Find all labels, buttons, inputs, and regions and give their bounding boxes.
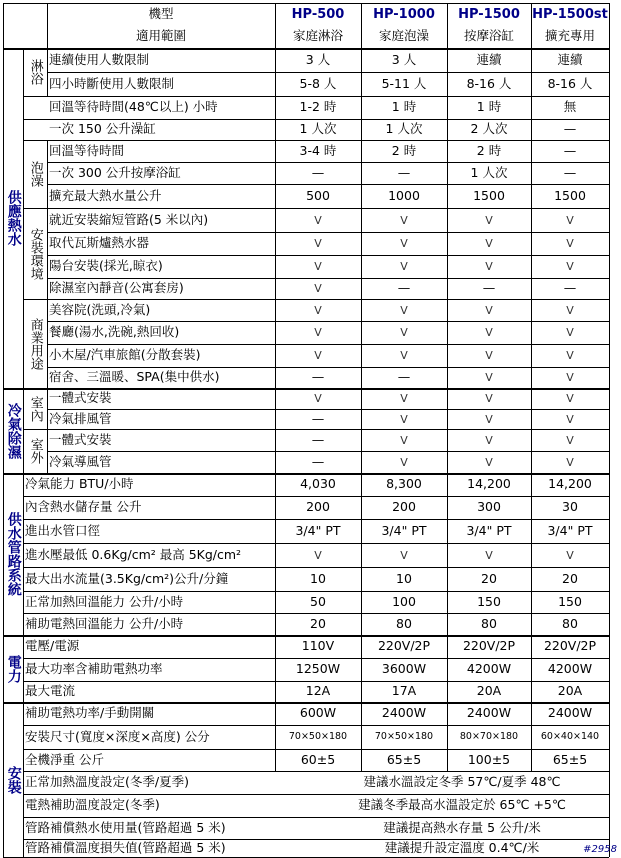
merged-row-value: 建議提升設定溫度 0.4℃/米 — [384, 839, 540, 855]
column-divider — [47, 140, 48, 473]
subgroup-label: 室外 — [27, 438, 43, 464]
row-value: 4200W — [547, 661, 593, 677]
row-value: 5-8 人 — [299, 75, 337, 91]
row-value: 220V/2P — [377, 638, 431, 654]
row-item-label: 正常加熱回溫能力 公升/小時 — [25, 593, 184, 609]
row-item-label: 一體式安裝 — [49, 431, 112, 447]
group-label: 供應熱水 — [5, 190, 22, 246]
row-divider — [47, 255, 609, 256]
row-value: V — [485, 213, 493, 227]
row-item-label: 全機淨重 公斤 — [25, 751, 104, 767]
row-divider — [47, 451, 609, 452]
row-item-label: 電壓/電源 — [25, 638, 80, 654]
row-value: V — [566, 237, 574, 250]
row-value: 100±5 — [467, 751, 511, 767]
row-value: — — [563, 121, 577, 137]
row-item-label: 連續使用人數限制 — [49, 51, 150, 67]
row-divider — [47, 72, 609, 73]
row-value: — — [563, 280, 577, 296]
row-divider — [23, 96, 609, 97]
row-item-label: 回溫等待時間(48℃以上) 小時 — [49, 99, 218, 115]
column-divider — [47, 3, 48, 48]
row-divider — [23, 839, 609, 840]
row-value: V — [314, 303, 322, 317]
row-divider — [23, 543, 609, 544]
row-item-label: 補助電熱回溫能力 公升/小時 — [25, 615, 184, 631]
row-item-label: 內含熱水儲存量 公升 — [25, 499, 142, 515]
row-value: 14,200 — [467, 476, 511, 492]
row-value: 80 — [396, 615, 412, 631]
row-value: 2 時 — [476, 142, 502, 158]
column-divider — [23, 48, 24, 857]
group-label: 冷氣除濕 — [5, 402, 22, 459]
row-divider — [47, 344, 609, 345]
row-value: 連續 — [557, 51, 583, 67]
row-value: V — [314, 213, 322, 227]
row-value: V — [485, 392, 493, 405]
row-item-label: 除濕室內靜音(公寓套房) — [49, 280, 184, 296]
row-divider — [23, 496, 609, 497]
model-name: HP-500 — [291, 6, 345, 22]
row-value: V — [314, 237, 322, 250]
row-value: — — [397, 369, 411, 385]
subgroup-label: 室內 — [27, 395, 43, 422]
row-value: 80 — [481, 615, 497, 631]
row-divider — [47, 162, 609, 163]
row-value: V — [314, 260, 322, 273]
row-value: 1000 — [388, 187, 420, 203]
row-value: 3/4" PT — [295, 522, 341, 538]
row-divider — [3, 48, 609, 50]
row-divider — [23, 96, 47, 97]
row-divider — [23, 567, 609, 568]
row-value: V — [400, 326, 408, 339]
row-item-label: 宿舍、三溫暖、SPA(集中供水) — [49, 369, 220, 385]
row-value: V — [566, 412, 574, 426]
row-value: 4200W — [466, 661, 512, 677]
row-value: 110V — [301, 638, 335, 654]
row-value: V — [314, 548, 322, 562]
row-value: 5-11 人 — [381, 75, 427, 91]
row-divider — [23, 429, 609, 430]
row-value: 3 人 — [391, 51, 417, 67]
row-value: V — [314, 392, 322, 405]
model-desc: 家庭泡澡 — [378, 28, 429, 44]
row-item-label: 補助電熱功率/手動開關 — [25, 705, 155, 721]
row-item-label: 餐廳(湯水,洗碗,熱回收) — [49, 324, 180, 340]
row-value: 10 — [396, 570, 412, 586]
merged-row-value: 建議冬季最高水溫設定於 65℃ +5℃ — [358, 797, 566, 813]
row-value: — — [311, 410, 325, 426]
row-value: 60±5 — [300, 751, 336, 767]
column-divider — [3, 3, 4, 857]
row-value: V — [485, 303, 493, 317]
row-value: 1 人次 — [470, 164, 508, 180]
row-divider — [23, 725, 609, 726]
model-name: HP-1000 — [373, 6, 435, 22]
row-divider — [23, 794, 609, 795]
row-value: 500 — [306, 187, 330, 203]
row-value: V — [485, 455, 493, 469]
row-value: 200 — [392, 499, 416, 515]
merged-row-item-label: 管路補償溫度損失值(管路超過 5 米) — [25, 839, 226, 855]
row-divider — [23, 519, 609, 520]
row-value: 8-16 人 — [547, 75, 593, 91]
row-divider — [3, 702, 609, 704]
row-item-label: 冷氣排風管 — [49, 410, 112, 426]
row-value: 14,200 — [548, 476, 592, 492]
row-value: V — [485, 548, 493, 562]
row-divider — [23, 429, 47, 430]
column-divider — [361, 3, 362, 771]
row-value: V — [400, 412, 408, 426]
column-divider — [275, 3, 276, 771]
row-value: 100 — [392, 593, 416, 609]
column-divider — [47, 48, 48, 96]
row-value: V — [566, 392, 574, 405]
row-value: 20 — [310, 615, 326, 631]
row-item-label: 取代瓦斯爐熱水器 — [49, 235, 150, 251]
row-value: V — [314, 282, 322, 295]
row-value: V — [566, 326, 574, 339]
row-divider — [47, 278, 609, 279]
row-value: 1 時 — [391, 99, 417, 115]
row-value: 2400W — [381, 705, 427, 721]
row-divider — [23, 208, 609, 209]
row-value: V — [485, 237, 493, 250]
row-value: V — [566, 213, 574, 227]
row-value: V — [566, 455, 574, 469]
subgroup-label: 淋浴 — [27, 59, 43, 85]
merged-row-value: 建議提高熱水存量 5 公升/米 — [383, 819, 541, 835]
row-divider — [23, 771, 609, 772]
row-value: 3-4 時 — [299, 142, 337, 158]
row-item-label: 四小時斷使用人數限制 — [49, 75, 175, 91]
row-divider — [23, 591, 609, 592]
row-divider — [3, 635, 609, 637]
row-item-label: 陽台安裝(採光,晾衣) — [49, 258, 163, 274]
row-value: V — [314, 349, 322, 362]
row-value: 10 — [310, 570, 326, 586]
row-value: V — [400, 303, 408, 317]
row-value: 8-16 人 — [466, 75, 512, 91]
row-value: 30 — [562, 499, 578, 515]
row-value: 20 — [481, 570, 497, 586]
row-value: V — [566, 548, 574, 562]
model-desc: 擴充專用 — [544, 28, 595, 44]
row-value: 65±5 — [552, 751, 588, 767]
row-item-label: 最大電流 — [25, 683, 76, 699]
row-value: 60×40×140 — [540, 731, 600, 743]
row-value: 17A — [391, 683, 417, 699]
row-item-label: 冷氣能力 BTU/小時 — [25, 476, 134, 492]
row-value: — — [563, 164, 577, 180]
row-value: V — [566, 371, 574, 384]
row-value: 2400W — [547, 705, 593, 721]
row-value: V — [485, 260, 493, 273]
row-divider — [47, 321, 609, 322]
row-divider — [47, 232, 609, 233]
row-divider — [23, 119, 609, 120]
row-value: — — [311, 431, 325, 447]
row-item-label: 回溫等待時間 — [49, 142, 125, 158]
row-value: V — [400, 392, 408, 405]
row-value: V — [400, 260, 408, 273]
row-divider — [23, 817, 609, 818]
group-label: 安裝 — [5, 765, 22, 794]
row-value: V — [485, 326, 493, 339]
row-value: 150 — [477, 593, 501, 609]
row-divider — [47, 409, 609, 410]
merged-row-item-label: 電熱補助溫度設定(冬季) — [25, 797, 160, 813]
row-value: V — [566, 303, 574, 317]
row-value: 20 — [562, 570, 578, 586]
row-value: 8,300 — [386, 476, 422, 492]
row-value: 4,030 — [300, 476, 336, 492]
group-label: 電力 — [5, 654, 22, 683]
column-divider — [531, 3, 532, 771]
image-id-stamp: #2958 — [583, 844, 617, 855]
row-divider — [23, 299, 47, 300]
row-value: V — [566, 260, 574, 273]
model-name: HP-1500 — [458, 6, 520, 22]
row-value: — — [311, 164, 325, 180]
row-item-label: 一次 150 公升澡缸 — [49, 121, 156, 137]
row-value: V — [485, 371, 493, 384]
merged-row-item-label: 管路補償熱水使用量(管路超過 5 米) — [25, 819, 226, 835]
row-item-label: 小木屋/汽車旅館(分散套裝) — [49, 347, 201, 363]
row-value: 12A — [305, 683, 331, 699]
row-value: 1-2 時 — [299, 99, 337, 115]
row-divider — [23, 140, 47, 141]
row-value: V — [400, 349, 408, 362]
row-value: 300 — [477, 499, 501, 515]
row-value: 1 人次 — [385, 121, 423, 137]
row-item-label: 美容院(洗頭,冷氣) — [49, 301, 151, 317]
row-value: 600W — [299, 705, 337, 721]
row-value: 70×50×180 — [374, 731, 434, 743]
row-value: 2400W — [466, 705, 512, 721]
row-divider — [23, 749, 609, 750]
row-value: 3/4" PT — [466, 522, 512, 538]
group-label: 供水管路系統 — [5, 512, 22, 596]
row-divider — [23, 681, 609, 682]
row-value: V — [566, 349, 574, 362]
row-value: 3/4" PT — [381, 522, 427, 538]
row-value: 無 — [563, 99, 577, 115]
row-divider — [23, 658, 609, 659]
row-value: 80×70×180 — [459, 731, 519, 743]
row-value: 65±5 — [386, 751, 422, 767]
row-value: 1 時 — [476, 99, 502, 115]
row-value: V — [400, 433, 408, 447]
row-item-label: 擴充最大熱水量公升 — [49, 187, 162, 203]
subgroup-label: 安裝環境 — [27, 227, 43, 280]
model-desc: 按摩浴缸 — [463, 28, 514, 44]
row-item-label: 冷氣導風管 — [49, 453, 112, 469]
row-value: 150 — [558, 593, 582, 609]
column-divider — [447, 3, 448, 771]
row-value: — — [311, 453, 325, 469]
row-value: V — [485, 433, 493, 447]
row-divider — [23, 140, 609, 141]
subgroup-label: 泡澡 — [27, 161, 43, 187]
row-value: 1250W — [295, 661, 341, 677]
row-item-label: 進出水管口徑 — [25, 522, 101, 538]
model-desc: 家庭淋浴 — [292, 28, 343, 44]
row-value: V — [400, 455, 408, 469]
row-item-label: 進水壓最低 0.6Kg/cm² 最高 5Kg/cm² — [25, 546, 242, 562]
row-divider — [47, 184, 609, 185]
row-value: 200 — [306, 499, 330, 515]
row-value: 1500 — [554, 187, 586, 203]
row-divider — [3, 3, 609, 4]
header-label-scope: 適用範圍 — [135, 28, 186, 44]
row-value: 220V/2P — [462, 638, 516, 654]
row-value: 3/4" PT — [547, 522, 593, 538]
row-value: V — [485, 412, 493, 426]
row-value: — — [397, 280, 411, 296]
row-value: V — [485, 349, 493, 362]
row-value: 連續 — [476, 51, 502, 67]
row-value: 2 時 — [391, 142, 417, 158]
subgroup-label: 商業用途 — [27, 317, 43, 370]
row-divider — [3, 473, 609, 475]
row-value: 1500 — [473, 187, 505, 203]
row-divider — [23, 208, 47, 209]
row-value: 70×50×180 — [288, 731, 348, 743]
row-item-label: 最大出水流量(3.5Kg/cm²)公升/分鐘 — [25, 570, 229, 586]
row-item-label: 就近安裝縮短管路(5 米以內) — [49, 211, 209, 227]
row-value: 20A — [557, 683, 583, 699]
row-item-label: 一體式安裝 — [49, 390, 112, 406]
row-value: — — [311, 369, 325, 385]
row-value: — — [482, 280, 496, 296]
row-value: V — [400, 548, 408, 562]
row-value: 220V/2P — [543, 638, 597, 654]
row-divider — [3, 388, 609, 390]
row-value: 3 人 — [305, 51, 331, 67]
row-value: 3600W — [381, 661, 427, 677]
row-item-label: 最大功率含補助電熱功率 — [25, 661, 163, 677]
column-divider — [609, 3, 610, 857]
row-value: 1 人次 — [299, 121, 337, 137]
row-value: V — [566, 433, 574, 447]
row-value: 80 — [562, 615, 578, 631]
row-value: — — [563, 142, 577, 158]
header-label-model: 機型 — [148, 5, 174, 21]
row-value: 20A — [476, 683, 502, 699]
row-divider — [47, 367, 609, 368]
row-divider — [23, 613, 609, 614]
row-value: V — [314, 326, 322, 339]
merged-row-value: 建議水溫設定冬季 57℃/夏季 48℃ — [363, 774, 561, 790]
row-value: — — [397, 164, 411, 180]
row-item-label: 安裝尺寸(寬度×深度×高度) 公分 — [25, 728, 210, 744]
row-value: 50 — [310, 593, 326, 609]
row-value: V — [400, 213, 408, 227]
merged-row-item-label: 正常加熱溫度設定(冬季/夏季) — [25, 774, 189, 790]
row-item-label: 一次 300 公升按摩浴缸 — [49, 164, 181, 180]
model-name: HP-1500st — [532, 6, 608, 22]
row-value: 2 人次 — [470, 121, 508, 137]
row-divider — [23, 299, 609, 300]
row-value: V — [400, 237, 408, 250]
